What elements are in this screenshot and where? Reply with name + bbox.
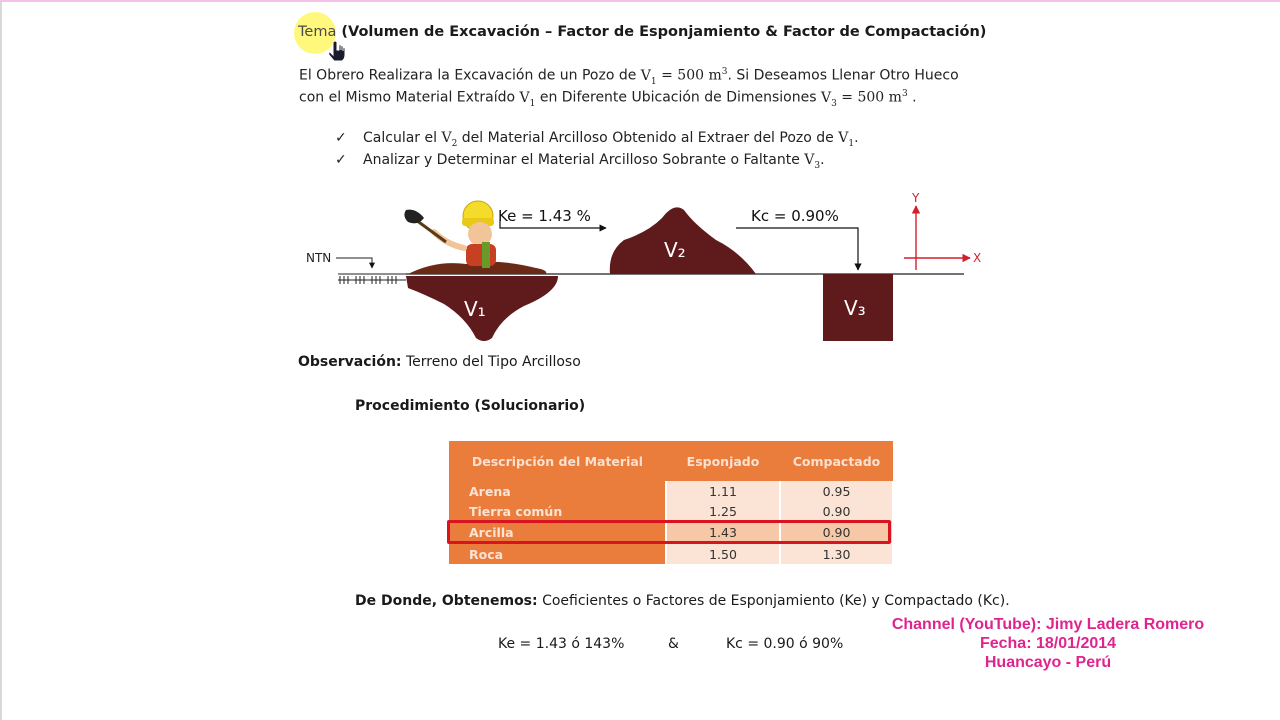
ampersand: &	[668, 636, 679, 652]
v3-value: = 500 m	[841, 89, 902, 106]
page-left-edge	[0, 0, 2, 720]
problem-text: en Diferente Ubicación de Dimensiones	[535, 89, 821, 106]
ntn-label: NTN	[306, 251, 332, 265]
x-axis-label: X	[973, 251, 982, 265]
v2-symbol: $V_2$	[441, 130, 458, 149]
task-text: Calcular el	[363, 130, 442, 146]
task-text: del Material Arcilloso Obtenido al Extraer del Pozo de	[457, 130, 839, 146]
conclusion-text: Coeficientes o Factores de Esponjamiento (Ke) y Compactado (Kc).	[537, 593, 1010, 609]
v1-symbol: $V_1$	[838, 130, 855, 149]
problem-text: .	[907, 89, 917, 106]
cube-exponent: 3	[901, 89, 908, 99]
compactado-value: 0.90	[780, 501, 893, 521]
page-top-edge	[0, 0, 1280, 2]
task-text: .	[820, 152, 825, 168]
worker-figure	[404, 201, 496, 268]
topic-text: (Volumen de Excavación – Factor de Esponjamiento & Factor de Compactación)	[341, 24, 987, 40]
cube-exponent: 3	[721, 67, 728, 77]
problem-text: El Obrero Realizara la Excavación de un Pozo de	[299, 67, 641, 84]
observation-text: Terreno del Tipo Arcilloso	[401, 354, 581, 370]
table-row	[449, 501, 893, 521]
column-header: Compactado	[780, 441, 893, 481]
v3-symbol: $V_3$	[804, 152, 821, 171]
conclusion-label: De Donde, Obtenemos:	[355, 593, 538, 609]
channel-location: Huancayo - Perú	[984, 654, 1112, 671]
y-axis-label: Y	[912, 191, 920, 205]
problem-text: . Si Deseamos Llenar Otro Hueco	[727, 67, 959, 84]
kc-label: Kc = 0.90%	[751, 207, 839, 225]
conclusion	[355, 593, 1010, 609]
v1-symbol: $V_1$	[640, 67, 657, 87]
v2-label: V₂	[664, 238, 686, 262]
hand-cursor-icon	[327, 40, 351, 66]
material-name: Arena	[449, 481, 666, 501]
observation	[298, 354, 581, 370]
material-name: Roca	[449, 544, 666, 565]
problem-line-2	[299, 89, 917, 108]
esponjado-value: 1.11	[666, 481, 780, 501]
arcilla-highlight-box	[447, 520, 891, 544]
problem-text: con el Mismo Material Extraído	[299, 89, 520, 106]
v1-value: = 500 m	[661, 67, 722, 84]
task-item	[335, 152, 825, 171]
material-table	[449, 441, 894, 564]
problem-line-1	[299, 67, 959, 86]
v1-symbol: $V_1$	[519, 89, 536, 109]
compactado-value: 0.90	[780, 521, 893, 544]
ntn-marker	[336, 258, 372, 268]
ke-label: Ke = 1.43 %	[498, 207, 591, 225]
v3-label: V₃	[844, 296, 866, 320]
ntn-hatch	[338, 274, 406, 284]
column-header: Descripción del Material	[449, 441, 666, 481]
channel-credit: Channel (YouTube): Jimy Ladera Romero	[891, 616, 1205, 633]
compactado-value: 1.30	[780, 544, 893, 565]
channel-date: Fecha: 18/01/2014	[979, 635, 1117, 652]
table-header-row	[449, 441, 893, 481]
column-header: Esponjado	[666, 441, 780, 481]
v1-label: V₁	[464, 297, 486, 321]
material-name: Arcilla	[449, 521, 666, 544]
check-icon: ✓	[335, 130, 347, 146]
task-text: Analizar y Determinar el Material Arcilloso Sobrante o Faltante	[363, 152, 805, 168]
observation-label: Observación:	[298, 354, 402, 370]
task-item	[335, 130, 859, 149]
v3-symbol: $V_3$	[820, 89, 837, 109]
procedure-heading: Procedimiento (Solucionario)	[355, 398, 586, 414]
excavation-diagram	[296, 188, 996, 348]
kc-arrow	[736, 228, 858, 270]
material-name: Tierra común	[449, 501, 666, 521]
topic-highlight: Tema	[298, 24, 337, 40]
table-row	[449, 481, 893, 501]
esponjado-value: 1.43	[666, 521, 780, 544]
esponjado-value: 1.25	[666, 501, 780, 521]
kc-result: Kc = 0.90 ó 90%	[726, 636, 844, 652]
topic-title	[298, 24, 986, 40]
table-row	[449, 544, 893, 565]
ke-result: Ke = 1.43 ó 143%	[498, 636, 625, 652]
esponjado-value: 1.50	[666, 544, 780, 565]
check-icon: ✓	[335, 152, 347, 168]
compactado-value: 0.95	[780, 481, 893, 501]
task-text: .	[854, 130, 859, 146]
